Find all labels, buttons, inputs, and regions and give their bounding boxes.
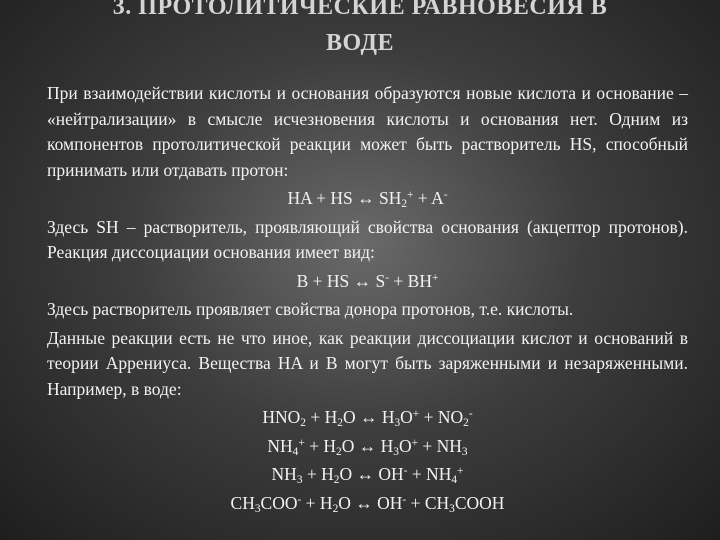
equation-acetate: $CH_3COO^- + H_2O$ ↔ $OH^- + CH_3COOH$	[230, 492, 505, 515]
paragraph-intro: При взаимодействии кислоты и основания образуются новые кислота и основание – «нейтрализации» в смысле исчезновения кислоты и основания нет. Одним из компонентов протолитической реакции может быть растворитель HS, способный принимать или отдавать протон:	[47, 83, 688, 180]
slide-title-line-2: ВОДЕ	[326, 30, 394, 56]
slide-title	[0, 0, 720, 61]
equation-acid-solvent: HA + HS ↔ $SH_2^+ + A^-$	[287, 188, 448, 210]
slide-title-line-1: 3. ПРОТОЛИТИЧЕСКИЕ РАВНОВЕСИЯ В	[112, 0, 608, 20]
paragraph-solvent-acid: Здесь растворитель проявляет свойства донора протонов, т.е. кислоты.	[47, 299, 574, 319]
slide-body	[47, 81, 688, 516]
equation-hno2: $HNO_2 + H_2O$ ↔ $H_3O^+ + NO_2^-$	[262, 407, 473, 429]
equation-base-solvent: B + HS ↔ S- + BH+	[296, 270, 439, 291]
paragraph-solvent-base: Здесь SH – растворитель, проявляющий свойства основания (акцептор протонов). Реакция диссоциации основания имеет вид:	[47, 216, 688, 262]
equation-nh3: $NH_3 + H_2O$ ↔ $OH^- + NH_4^+$	[271, 464, 464, 486]
equation-nh4: $NH_4^+ + H_2O$ ↔ $H_3O^+ + NH_3$	[267, 435, 468, 458]
paragraph-arrhenius: Данные реакции есть не что иное, как реакции диссоциации кислот и оснований в теории Аррениуса. Вещества HA и B могут быть заряженными и незаряженными. Например, в воде:	[47, 327, 688, 399]
